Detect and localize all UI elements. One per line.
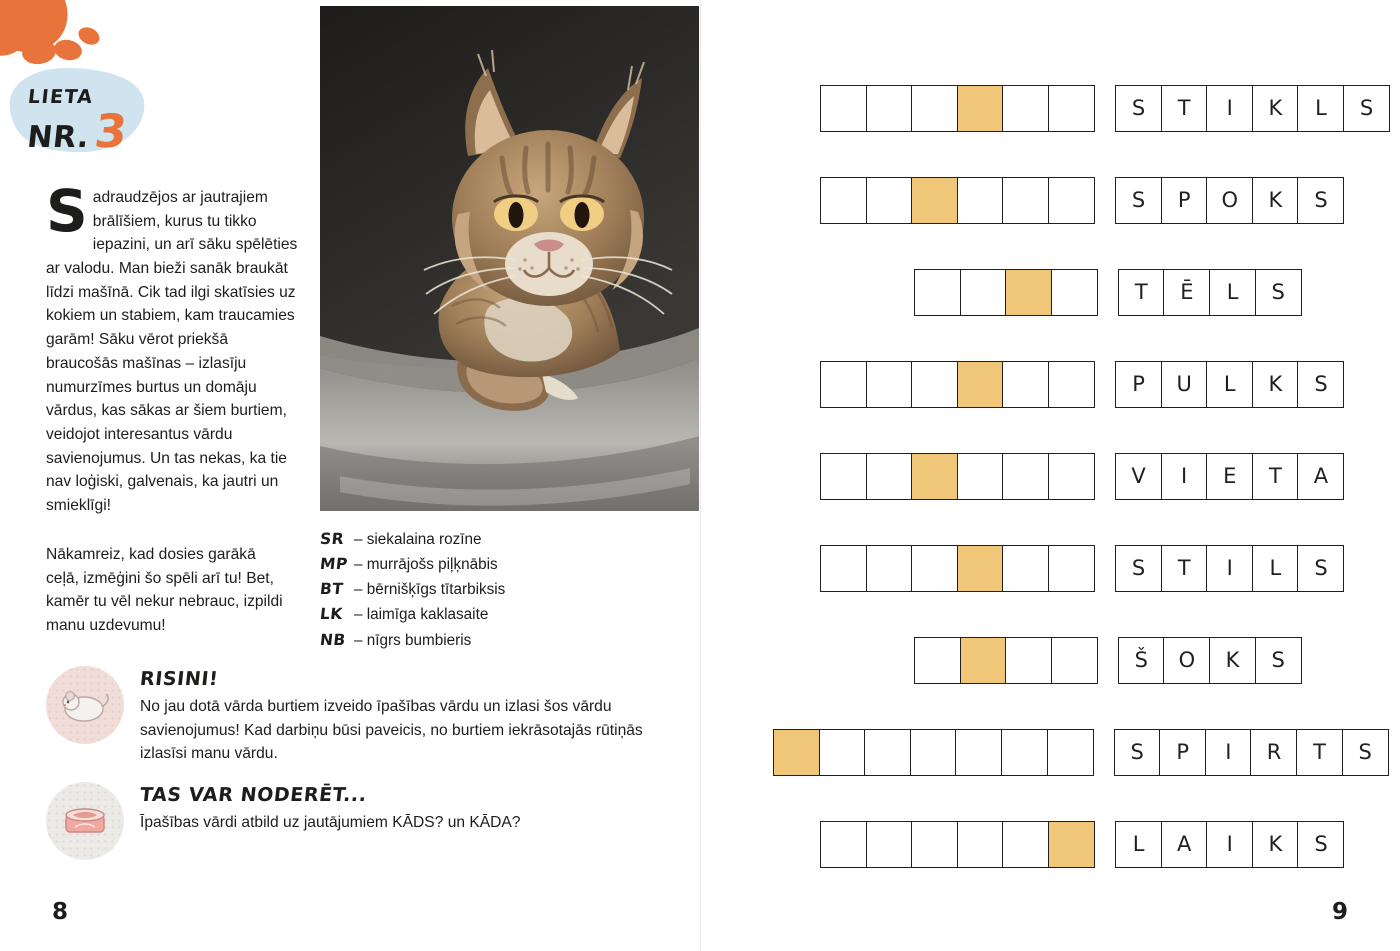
letter-cell: L <box>1115 821 1162 868</box>
task-text: No jau dotā vārda burtiem izveido īpašības vārdu un izlasi šos vārdu savienojumus! Kad darbiņu būsi paveicis, no burtiem iekrāsotajās rūtiņās izlasīsi manu vārdu. <box>140 698 643 763</box>
task-text: Īpašības vārdi atbild uz jautājumiem KĀDS? un KĀDA? <box>140 814 521 831</box>
blank-cell-group[interactable] <box>914 637 1098 684</box>
blank-cell[interactable] <box>1048 453 1095 500</box>
blank-cell-highlighted[interactable] <box>957 85 1004 132</box>
blank-cell[interactable] <box>820 85 867 132</box>
letter-cell: S <box>1114 729 1161 776</box>
list-item <box>320 577 680 602</box>
blank-cell-highlighted[interactable] <box>957 361 1004 408</box>
story-paragraph-1 <box>46 177 304 518</box>
letter-cell: A <box>1161 821 1208 868</box>
abbr-code: LK <box>319 605 344 624</box>
letter-cell: T <box>1118 269 1165 316</box>
blank-cell-group[interactable] <box>773 729 1094 776</box>
given-word-group <box>1114 729 1389 776</box>
puzzle-row <box>773 798 1373 890</box>
blank-cell[interactable] <box>866 821 913 868</box>
letter-cell: U <box>1161 361 1208 408</box>
letter-cell: L <box>1252 545 1299 592</box>
blank-cell[interactable] <box>1048 85 1095 132</box>
blank-cell[interactable] <box>911 85 958 132</box>
page-number-right: 9 <box>1331 899 1348 925</box>
blank-cell[interactable] <box>1002 177 1049 224</box>
can-illustration <box>59 801 111 841</box>
abbr-code: NB <box>319 630 347 649</box>
word-puzzle-grid[interactable] <box>773 62 1373 890</box>
blank-cell[interactable] <box>955 729 1002 776</box>
blank-cell-highlighted[interactable] <box>911 453 958 500</box>
badge-label: LIETA <box>26 86 95 108</box>
blank-cell-highlighted[interactable] <box>957 545 1004 592</box>
blank-cell-group[interactable] <box>820 545 1095 592</box>
blank-cell[interactable] <box>866 361 913 408</box>
letter-cell: S <box>1343 85 1390 132</box>
list-item <box>320 628 680 653</box>
blank-cell-group[interactable] <box>820 821 1095 868</box>
abbr-text: – murrājošs piļķnābis <box>354 556 498 574</box>
cat-in-car-window-photo <box>320 6 699 511</box>
letter-cell: A <box>1297 453 1344 500</box>
paw-badge-decoration <box>0 0 184 166</box>
letter-cell: T <box>1252 453 1299 500</box>
given-word-group <box>1115 361 1344 408</box>
letter-cell: I <box>1205 729 1252 776</box>
letter-cell: S <box>1297 177 1344 224</box>
letter-cell: P <box>1115 361 1162 408</box>
task-solve <box>46 666 666 766</box>
story-text-1: adraudzējos ar jautrajiem brālīšiem, kurus tu tikko iepazini, un arī sāku spēlēties ar valodu. Man bieži sanāk braukāt līdzi mašīnā. Cik tad ilgi skatīsies uz kokiem un stabiem, kam traucamies garām! Sāku vērot priekšā braucošās mašīnas – izlasīju numurzīmes burtus un domāju vārdus, kas sākas ar šiem burtiem, veidojot interesantus vārdu savienojumus. Un tas nekas, ka tie nav loģiski, galvenais, ka jautri un smieklīgi! <box>46 189 298 514</box>
abbr-text: – bērnišķīgs tītarbiksis <box>354 581 506 599</box>
list-item <box>320 552 680 577</box>
puzzle-row <box>773 246 1373 338</box>
letter-cell: S <box>1342 729 1389 776</box>
page-right <box>700 0 1400 951</box>
letter-cell: P <box>1161 177 1208 224</box>
blank-cell[interactable] <box>1002 85 1049 132</box>
blank-cell[interactable] <box>866 177 913 224</box>
letter-cell: L <box>1206 361 1253 408</box>
given-word-group <box>1115 545 1344 592</box>
letter-cell: S <box>1255 637 1302 684</box>
blank-cell[interactable] <box>1005 637 1052 684</box>
puzzle-row <box>773 154 1373 246</box>
blank-cell[interactable] <box>960 269 1007 316</box>
mouse-icon <box>46 666 124 744</box>
blank-cell[interactable] <box>820 361 867 408</box>
letter-cell: P <box>1159 729 1206 776</box>
blank-cell[interactable] <box>866 453 913 500</box>
blank-cell[interactable] <box>1001 729 1048 776</box>
task-tip <box>46 782 666 860</box>
blank-cell[interactable] <box>911 545 958 592</box>
blank-cell-group[interactable] <box>820 85 1095 132</box>
letter-cell: I <box>1206 85 1253 132</box>
blank-cell[interactable] <box>957 177 1004 224</box>
abbr-code: BT <box>319 580 345 599</box>
letter-cell: S <box>1297 545 1344 592</box>
blank-cell[interactable] <box>820 177 867 224</box>
blank-cell[interactable] <box>819 729 866 776</box>
abbreviation-list <box>320 527 680 653</box>
blank-cell[interactable] <box>911 821 958 868</box>
puzzle-row <box>773 62 1373 154</box>
blank-cell-group[interactable] <box>914 269 1098 316</box>
blank-cell[interactable] <box>820 821 867 868</box>
letter-cell: K <box>1252 361 1299 408</box>
letter-cell: T <box>1161 85 1208 132</box>
list-item <box>320 602 680 627</box>
letter-cell: R <box>1250 729 1297 776</box>
blank-cell[interactable] <box>820 453 867 500</box>
blank-cell[interactable] <box>1048 361 1095 408</box>
blank-cell[interactable] <box>1002 545 1049 592</box>
drop-cap: S <box>46 177 88 245</box>
puzzle-row <box>773 338 1373 430</box>
blank-cell[interactable] <box>914 637 961 684</box>
blank-cell[interactable] <box>866 85 913 132</box>
badge-nr-label: NR. <box>25 120 91 155</box>
letter-cell: S <box>1297 361 1344 408</box>
badge-number: 3 <box>91 104 131 158</box>
abbr-text: – laimīga kaklasaite <box>354 606 489 624</box>
puzzle-row <box>773 706 1373 798</box>
letter-cell: O <box>1163 637 1210 684</box>
given-word-group <box>1115 85 1390 132</box>
given-word-group <box>1118 269 1302 316</box>
blank-cell-group[interactable] <box>820 177 1095 224</box>
blank-cell[interactable] <box>864 729 911 776</box>
blank-cell[interactable] <box>1051 269 1098 316</box>
puzzle-row <box>773 522 1373 614</box>
blank-cell[interactable] <box>820 545 867 592</box>
blank-cell[interactable] <box>1002 361 1049 408</box>
blank-cell[interactable] <box>1002 821 1049 868</box>
blank-cell[interactable] <box>910 729 957 776</box>
letter-cell: T <box>1296 729 1343 776</box>
given-word-group <box>1115 453 1344 500</box>
letter-cell: K <box>1252 85 1299 132</box>
abbr-text: – siekalaina rozīne <box>354 531 482 548</box>
blank-cell[interactable] <box>1047 729 1094 776</box>
blank-cell[interactable] <box>1002 453 1049 500</box>
mouse-illustration <box>58 685 112 725</box>
blank-cell[interactable] <box>957 453 1004 500</box>
letter-cell: I <box>1161 453 1208 500</box>
blank-cell-highlighted[interactable] <box>911 177 958 224</box>
letter-cell: S <box>1255 269 1302 316</box>
cat-food-can-icon <box>46 782 124 860</box>
blank-cell-group[interactable] <box>820 453 1095 500</box>
given-word-group <box>1115 177 1344 224</box>
blank-cell-highlighted[interactable] <box>773 729 820 776</box>
story-paragraph-2 <box>46 543 286 638</box>
abbr-text: – nīgrs bumbieris <box>354 631 472 649</box>
letter-cell: Š <box>1118 637 1165 684</box>
blank-cell[interactable] <box>1048 545 1095 592</box>
abbr-code: MP <box>319 555 349 574</box>
blank-cell[interactable] <box>957 821 1004 868</box>
cat-photo-illustration <box>320 6 699 511</box>
list-item <box>320 527 680 552</box>
blank-cell-group[interactable] <box>820 361 1095 408</box>
letter-cell: K <box>1252 821 1299 868</box>
letter-cell: K <box>1209 637 1256 684</box>
letter-cell: Ē <box>1163 269 1210 316</box>
letter-cell: S <box>1115 85 1162 132</box>
blank-cell[interactable] <box>1051 637 1098 684</box>
given-word-group <box>1115 821 1344 868</box>
abbr-code: SR <box>319 530 345 548</box>
letter-cell: V <box>1115 453 1162 500</box>
letter-cell: L <box>1297 85 1344 132</box>
blank-cell-highlighted[interactable] <box>1005 269 1052 316</box>
blank-cell[interactable] <box>911 361 958 408</box>
blank-cell[interactable] <box>1048 177 1095 224</box>
blank-cell-highlighted[interactable] <box>1048 821 1095 868</box>
letter-cell: S <box>1297 821 1344 868</box>
blank-cell[interactable] <box>914 269 961 316</box>
task-title: TAS VAR NODERĒT... <box>138 784 368 806</box>
letter-cell: T <box>1161 545 1208 592</box>
lesson-badge <box>2 64 150 156</box>
blank-cell-highlighted[interactable] <box>960 637 1007 684</box>
letter-cell: O <box>1206 177 1253 224</box>
story-text-2: Nākamreiz, kad dosies garākā ceļā, izmēģini šo spēli arī tu! Bet, kamēr tu vēl nekur nebrauc, izpildi manu uzdevumu! <box>46 546 283 635</box>
puzzle-row <box>773 614 1373 706</box>
page-number-left: 8 <box>52 899 69 925</box>
letter-cell: I <box>1206 545 1253 592</box>
blank-cell[interactable] <box>866 545 913 592</box>
letter-cell: E <box>1206 453 1253 500</box>
given-word-group <box>1118 637 1302 684</box>
letter-cell: K <box>1252 177 1299 224</box>
task-title: RISINI! <box>138 668 220 690</box>
letter-cell: S <box>1115 177 1162 224</box>
letter-cell: I <box>1206 821 1253 868</box>
letter-cell: L <box>1209 269 1256 316</box>
letter-cell: S <box>1115 545 1162 592</box>
puzzle-row <box>773 430 1373 522</box>
